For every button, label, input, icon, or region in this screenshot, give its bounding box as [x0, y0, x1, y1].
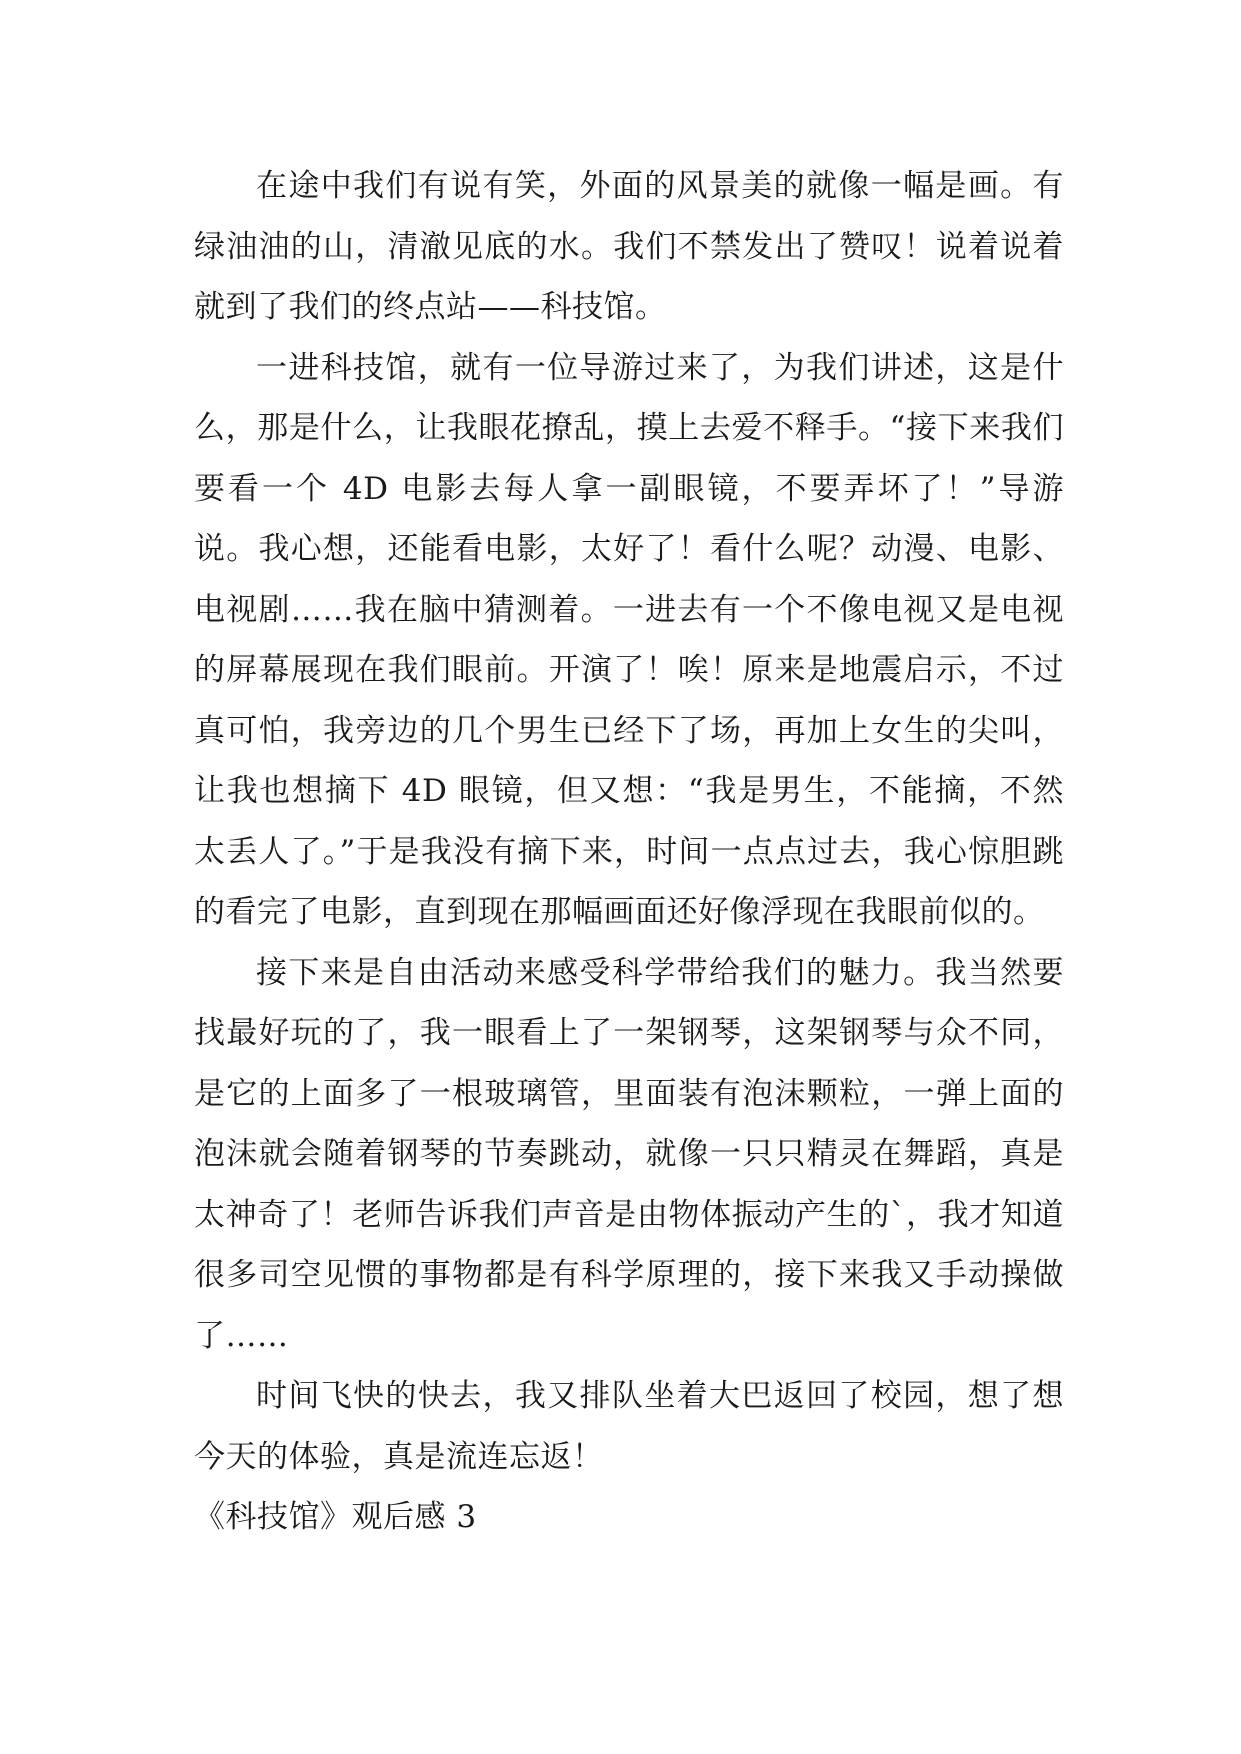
paragraph-1: 在途中我们有说有笑，外面的风景美的就像一幅是画。有绿油油的山，清澈见底的水。我们不禁发出了赞叹！说着说着就到了我们的终点站——科技馆。: [194, 168, 1064, 325]
paragraph-3: 接下来是自由活动来感受科学带给我们的魅力。我当然要找最好玩的了，我一眼看上了一架钢琴，这架钢琴与众不同，是它的上面多了一根玻璃管，里面装有泡沫颗粒，一弹上面的泡沫就会随着钢琴的节奏跳动，就像一只只精灵在舞蹈，真是太神奇了！老师告诉我们声音是由物体振动产生的`，我才知道很多司空见惯的事物都是有科学原理的，接下来我又手动操做了……: [194, 954, 1064, 1354]
paragraph-4: 时间飞快的快去，我又排队坐着大巴返回了校园，想了想今天的体验，真是流连忘返！: [194, 1378, 1064, 1475]
document-page: [194, 156, 1064, 1548]
section-heading: 《科技馆》观后感 3: [194, 1499, 477, 1535]
paragraph-2: 一进科技馆，就有一位导游过来了，为我们讲述，这是什么，那是什么，让我眼花撩乱，摸上去爱不释手。“接下来我们要看一个 4D 电影去每人拿一副眼镜，不要弄坏了！”导游说。我心想，还能看电影，太好了！看什么呢？动漫、电影、电视剧……我在脑中猜测着。一进去有一个不像电视又是电视的屏幕展现在我们眼前。开演了！唉！原来是地震启示，不过真可怕，我旁边的几个男生已经下了场，再加上女生的尖叫，让我也想摘下 4D 眼镜，但又想：“我是男生，不能摘，不然太丢人了。”于是我没有摘下来，时间一点点过去，我心惊胆跳的看完了电影，直到现在那幅画面还好像浮现在我眼前似的。: [194, 349, 1064, 930]
